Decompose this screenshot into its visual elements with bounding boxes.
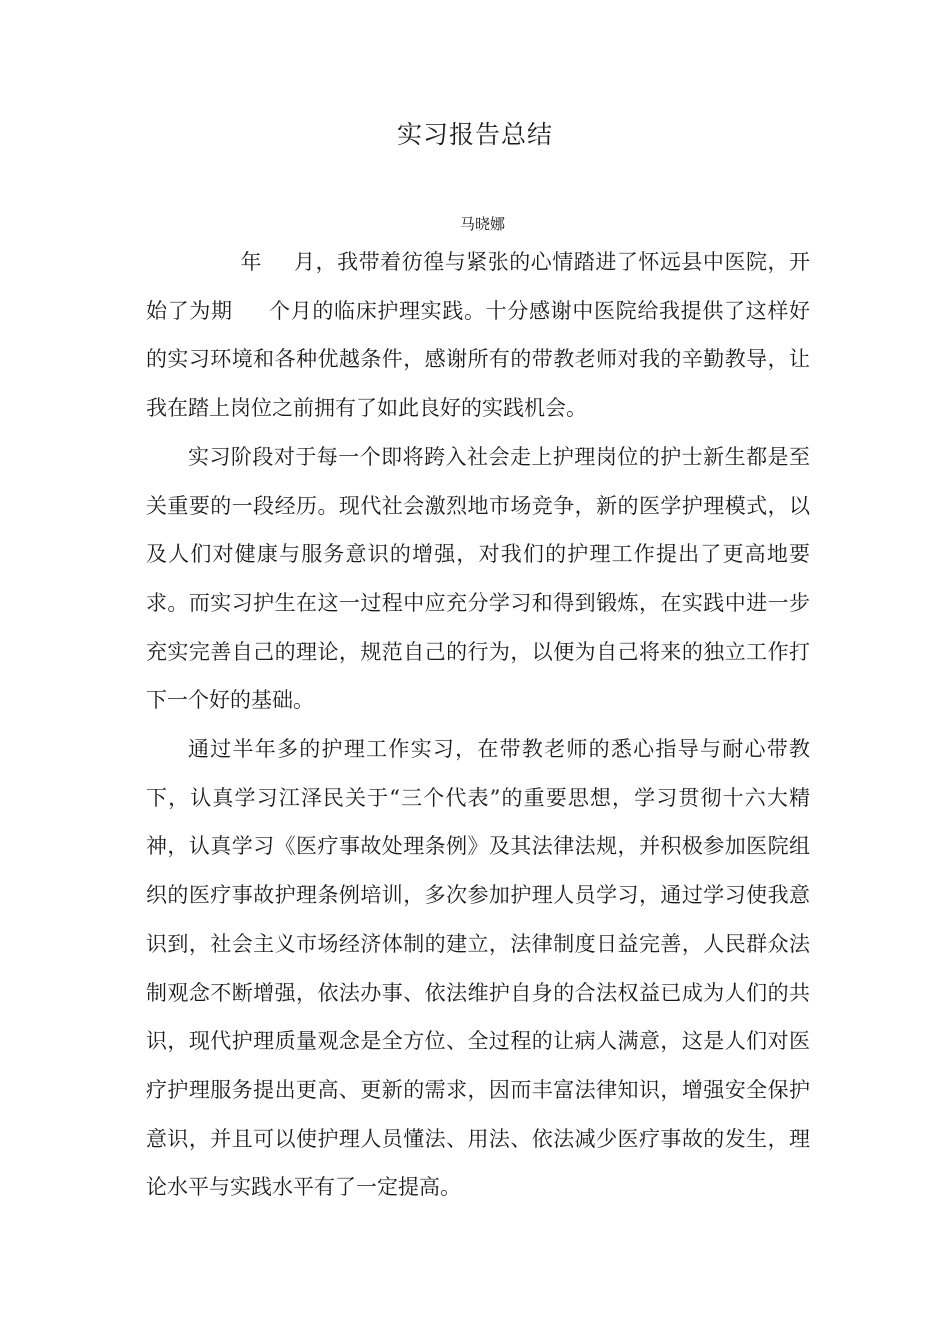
document-title: 实习报告总结 bbox=[396, 120, 553, 149]
paragraph-1 bbox=[146, 238, 810, 433]
paragraph-1-text-a: 月，我带着彷徨与紧张的心情踏进了怀远县中医院，开始了为期 bbox=[146, 250, 811, 323]
paragraph-1-text-b: 个月的临床护理实践。十分感谢中医院给我提供了这样好的实习环境和各种优越条件，感谢所有的带教老师对我的辛勤教导，让我在踏上岗位之前拥有了如此良好的实践机会。 bbox=[146, 298, 811, 421]
paragraph-3: 通过半年多的护理工作实习，在带教老师的悉心指导与耐心带教下，认真学习江泽民关于“三个代表”的重要思想，学习贯彻十六大精神，认真学习《医疗事故处理条例》及其法律法规，并积极参加医院组织的医疗事故护理条例培训，多次参加护理人员学习，通过学习使我意识到，社会主义市场经济体制的建立，法律制度日益完善，人民群众法制观念不断增强，依法办事、依法维护自身的合法权益已成为人们的共识，现代护理质量观念是全方位、全过程的让病人满意，这是人们对医疗护理服务提出更高、更新的需求，因而丰富法律知识，增强安全保护意识，并且可以使护理人员懂法、用法、依法减少医疗事故的发生，理论水平与实践水平有了一定提高。 bbox=[146, 737, 810, 1200]
document-body bbox=[146, 238, 810, 1212]
author-name: 马晓娜 bbox=[459, 215, 505, 233]
paragraph-2: 实习阶段对于每一个即将跨入社会走上护理岗位的护士新生都是至关重要的一段经历。现代社会激烈地市场竞争，新的医学护理模式，以及人们对健康与服务意识的增强，对我们的护理工作提出了更高地要求。而实习护生在这一过程中应充分学习和得到锻炼，在实践中进一步充实完善自己的理论，规范自己的行为，以便为自己将来的独立工作打下一个好的基础。 bbox=[146, 444, 810, 713]
paragraph-1-year: 年 bbox=[240, 250, 263, 274]
